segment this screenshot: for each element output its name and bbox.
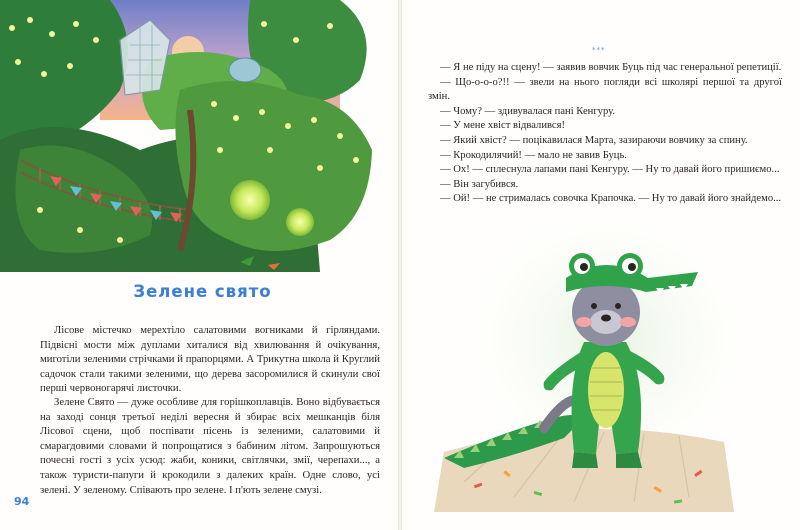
dialog-line: — Що-о-о-о?!! — звели на нього погляди всі школярі першої та другої змін. <box>428 76 782 103</box>
wolf-crocodile-illustration <box>434 222 734 512</box>
paragraph-holiday: Зелене Свято — дуже особливе для горішкоплавців. Воно відбувається на заході сонця третьої неділі вересня й збирає всіх мешканців біля Лісової сцени, щоб поспівати пісень із зеленими, салатовими й смарагдовими словами й попрощатися з бабиним літом. Запрошуються почесні гості з усіх усюд: жаби, коники, світлячки, змії, черепахи..., а також туристи-папуги й крокодили з далеких країн. Одне слово, усі зелені. У зеленому. Співають про зелене. І п'ють зелене смузі. <box>40 396 380 496</box>
dialog-line: — У мене хвіст відвалився! <box>440 120 566 132</box>
dialog-line: — Він загубився. <box>440 178 519 190</box>
dialog-list <box>428 61 782 207</box>
dialog-line: — Ой! — не стрималась совочка Крапочка. — Ну то давай його знайдемо... <box>440 193 782 205</box>
section-separator: *** <box>592 46 606 54</box>
right-page <box>402 0 800 530</box>
dialog-line: — Крокодилячий! — мало не завив Буць. <box>440 149 627 161</box>
dialog-line: — Ох! — сплеснула лапами пані Кенгуру. — Ну то давай його пришиємо... <box>440 164 780 176</box>
page-number: 94 <box>14 495 30 508</box>
dialog-line: — Чому? — здивувалася пані Кенгуру. <box>440 105 616 117</box>
dialog-line: — Я не піду на сцену! — заявив вовчик Буць під час генеральної репетиції. <box>440 62 782 73</box>
chapter-title: Зелене свято <box>133 282 272 301</box>
paragraph-intro: Лісове містечко мерехтіло салатовими вогниками й гірляндами. Підвісні мости між дуплами хиталися від хвилювання й очікування, миготіли зеленими стрічками й прапорцями. А Трикутна школа й Круглий садочок стали такими зеленими, що дерева засоромилися й скинули свої перші червоногарячі листочки. <box>40 324 380 395</box>
forest-town-illustration <box>0 0 380 272</box>
left-page <box>0 0 398 530</box>
dialog-line: — Який хвіст? — поцікавилася Марта, зазираючи вовчику за спину. <box>440 134 748 146</box>
